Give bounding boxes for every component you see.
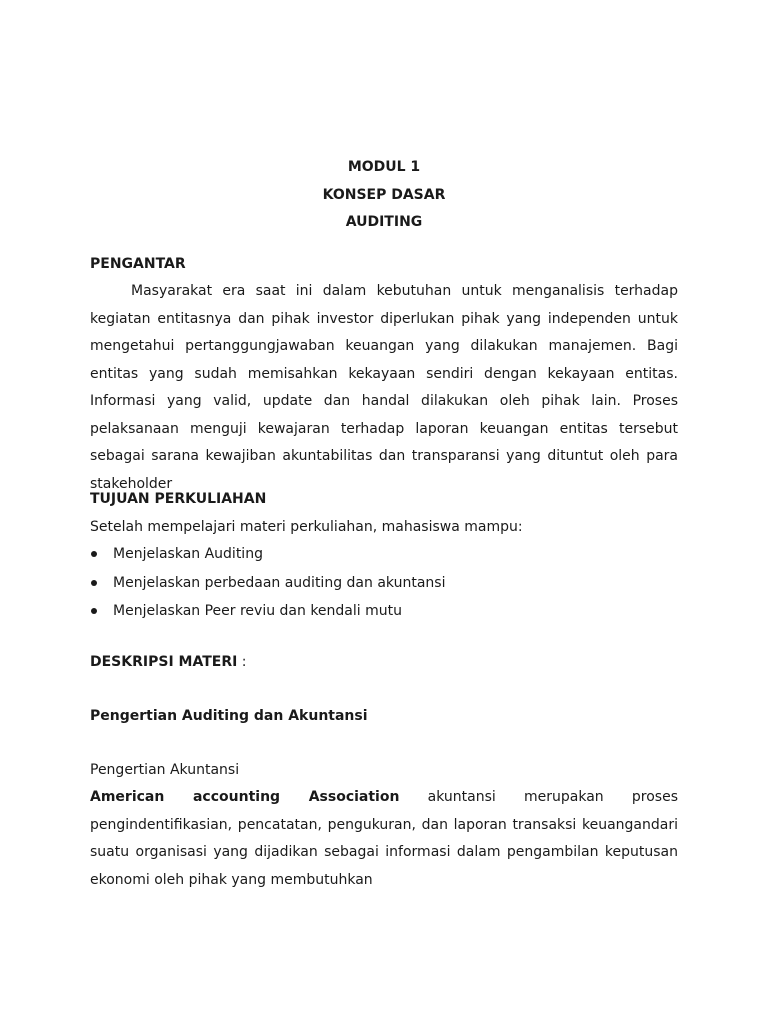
akuntansi-text: akuntansi merupakan proses pengindentifikasian, pencatatan, pengukuran, dan laporan transaksi keuangandari suatu organisasi yang dijadikan sebagai informasi dalam pengambilan keputusan ekonomi oleh pihak yang membutuhkan: [90, 789, 678, 888]
bullet-icon: [91, 580, 97, 586]
tujuan-heading: TUJUAN PERKULIAHAN: [90, 491, 267, 507]
tujuan-list: [90, 540, 678, 626]
tujuan-list-container: [90, 540, 678, 626]
title-line-module: MODUL 1: [347, 159, 421, 175]
bullet-icon: [91, 608, 97, 614]
pengantar-heading: PENGANTAR: [90, 256, 186, 272]
list-item-text: Menjelaskan Peer reviu dan kendali mutu: [113, 603, 402, 619]
akuntansi-heading: Pengertian Akuntansi: [90, 762, 240, 778]
module-title: [0, 154, 768, 237]
tujuan-intro: Setelah mempelajari materi perkuliahan, mahasiswa mampu:: [90, 519, 523, 535]
title-line-auditing: AUDITING: [345, 214, 423, 230]
deskripsi-colon: :: [237, 654, 247, 670]
subsection: [90, 708, 678, 724]
pengantar-paragraph: Masyarakat era saat ini dalam kebutuhan untuk menganalisis terhadap kegiatan entitasnya dan pihak investor diperlukan pihak yang independen untuk mengetahui pertanggungjawaban keuangan yang dilakukan manajemen. Bagi entitas yang sudah memisahkan kekayaan sendiri dengan kekayaan entitas. Informasi yang valid, update dan handal dilakukan oleh pihak lain. Proses pelaksanaan menguji kewajaran terhadap laporan keuangan entitas tersebut sebagai sarana kewajiban akuntabilitas dan transparansi yang dituntut oleh para stakeholder: [90, 283, 678, 492]
akuntansi-paragraph: [90, 784, 678, 894]
list-item: [90, 569, 678, 598]
deskripsi-section: [90, 654, 678, 670]
pengantar-section: [90, 256, 678, 272]
list-item-text: Menjelaskan Auditing: [113, 546, 263, 562]
aaa-source: American accounting Association: [90, 789, 400, 805]
list-item-text: Menjelaskan perbedaan auditing dan akuntansi: [113, 574, 446, 591]
bullet-icon: [91, 551, 97, 557]
tujuan-section: [90, 491, 678, 507]
title-line-konsep: KONSEP DASAR: [322, 186, 446, 203]
list-item: [90, 540, 678, 569]
list-item: [90, 597, 678, 626]
deskripsi-heading: DESKRIPSI MATERI: [90, 654, 238, 670]
subsection-heading: Pengertian Auditing dan Akuntansi: [90, 708, 368, 724]
